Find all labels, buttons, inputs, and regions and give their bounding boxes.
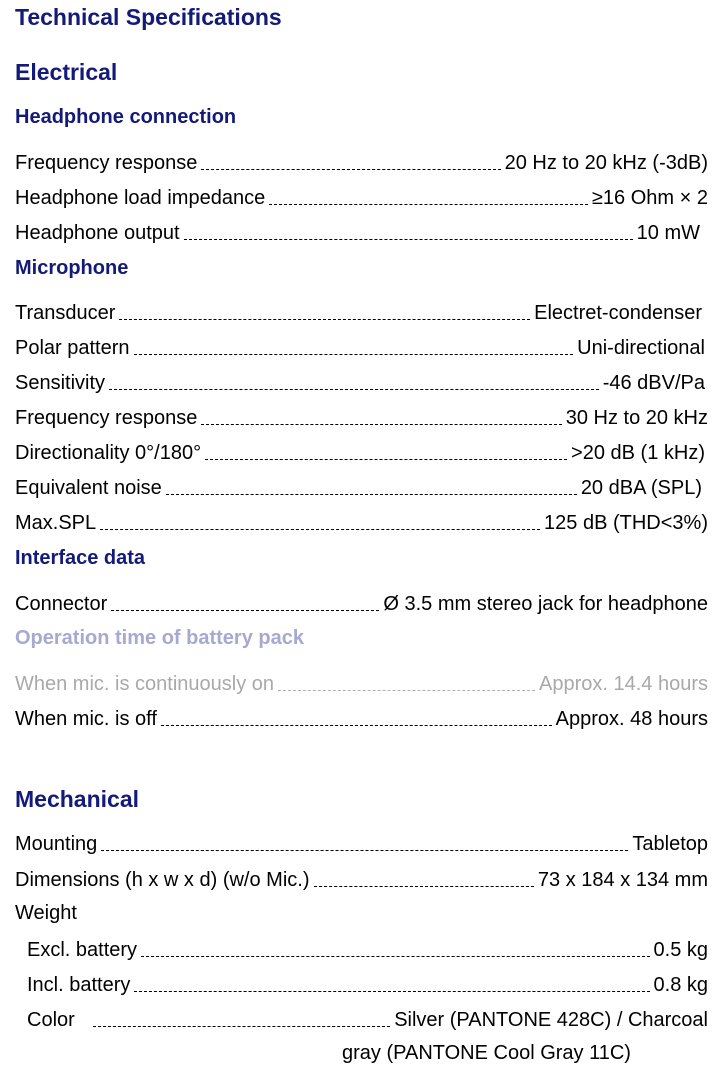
spec-value: Uni-directional xyxy=(577,337,705,359)
leader-dots xyxy=(134,354,574,355)
weight-label: Weight xyxy=(15,902,77,924)
spec-value: Approx. 14.4 hours xyxy=(539,673,708,695)
spec-label: Headphone load impedance xyxy=(15,187,266,209)
leader-dots xyxy=(134,991,649,992)
leader-dots xyxy=(100,529,540,530)
spec-row xyxy=(15,666,708,696)
leader-dots xyxy=(93,1026,390,1027)
spec-row xyxy=(15,862,708,892)
spec-row xyxy=(15,330,705,360)
spec-label: Equivalent noise xyxy=(15,477,162,499)
spec-row xyxy=(27,967,708,997)
page-title: Technical Specifications xyxy=(15,4,282,30)
spec-value: 10 mW xyxy=(636,222,700,244)
leader-dots xyxy=(314,886,534,887)
spec-label: Frequency response xyxy=(15,152,198,174)
spec-label: Directionality 0°/180° xyxy=(15,442,202,464)
leader-dots xyxy=(111,610,379,611)
section-heading-electrical: Electrical xyxy=(15,59,118,85)
spec-value: 30 Hz to 20 kHz xyxy=(565,407,708,429)
spec-value: 125 dB (THD<3%) xyxy=(544,512,708,534)
spec-row xyxy=(15,470,702,500)
leader-dots xyxy=(205,459,567,460)
leader-dots xyxy=(101,850,628,851)
spec-row xyxy=(15,145,708,175)
leader-dots xyxy=(141,956,649,957)
spec-label: Mounting xyxy=(15,833,98,855)
spec-label: Max.SPL xyxy=(15,512,97,534)
spec-label: Headphone output xyxy=(15,222,180,244)
leader-dots xyxy=(201,424,561,425)
spec-label: Connector xyxy=(15,593,108,615)
spec-label: When mic. is off xyxy=(15,708,157,730)
spec-value: Electret-condenser xyxy=(534,302,702,324)
spec-row xyxy=(15,365,705,395)
spec-value: 20 Hz to 20 kHz (-3dB) xyxy=(504,152,708,174)
subheading-interface-data: Interface data xyxy=(15,547,146,569)
spec-label: Dimensions (h x w x d) (w/o Mic.) xyxy=(15,869,310,891)
spec-value: >20 dB (1 kHz) xyxy=(571,442,705,464)
subheading-headphone-connection: Headphone connection xyxy=(15,106,237,128)
spec-label: When mic. is continuously on xyxy=(15,673,275,695)
leader-dots xyxy=(161,725,552,726)
spec-row xyxy=(15,400,708,430)
spec-row xyxy=(15,701,708,731)
spec-label: Sensitivity xyxy=(15,372,106,394)
spec-label: Excl. battery xyxy=(27,939,138,961)
spec-value: 20 dBA (SPL) xyxy=(580,477,702,499)
spec-value: Silver (PANTONE 428C) / Charcoal xyxy=(394,1009,708,1031)
leader-dots xyxy=(184,239,633,240)
spec-row-color xyxy=(27,1002,708,1032)
leader-dots xyxy=(109,389,599,390)
spec-label: Frequency response xyxy=(15,407,198,429)
spec-label: Incl. battery xyxy=(27,974,131,996)
spec-value-continuation: gray (PANTONE Cool Gray 11C) xyxy=(342,1042,631,1064)
spec-label: Polar pattern xyxy=(15,337,130,359)
leader-dots xyxy=(201,169,500,170)
spec-row xyxy=(15,505,708,535)
spec-label: Color xyxy=(27,1009,75,1031)
spec-value: 0.8 kg xyxy=(653,974,708,996)
spec-row xyxy=(15,435,705,465)
subheading-battery-operation-time: Operation time of battery pack xyxy=(15,627,304,649)
spec-row xyxy=(15,180,708,210)
spec-row xyxy=(27,932,708,962)
spec-row xyxy=(15,826,708,856)
leader-dots xyxy=(119,319,530,320)
leader-dots xyxy=(278,690,535,691)
spec-value: 0.5 kg xyxy=(653,939,708,961)
spec-label: Transducer xyxy=(15,302,116,324)
spec-row xyxy=(15,215,700,245)
leader-dots xyxy=(269,204,588,205)
section-heading-mechanical: Mechanical xyxy=(15,786,139,812)
spec-value: ≥16 Ohm × 2 xyxy=(591,187,708,209)
spec-value: Approx. 48 hours xyxy=(555,708,708,730)
spec-value: Ø 3.5 mm stereo jack for headphone xyxy=(383,593,708,615)
leader-dots xyxy=(166,494,577,495)
spec-value: -46 dBV/Pa xyxy=(602,372,705,394)
spec-row xyxy=(15,295,702,325)
spec-value: 73 x 184 x 134 mm xyxy=(537,869,708,891)
subheading-microphone: Microphone xyxy=(15,257,129,279)
spec-value: Tabletop xyxy=(632,833,708,855)
spec-row xyxy=(15,586,708,616)
